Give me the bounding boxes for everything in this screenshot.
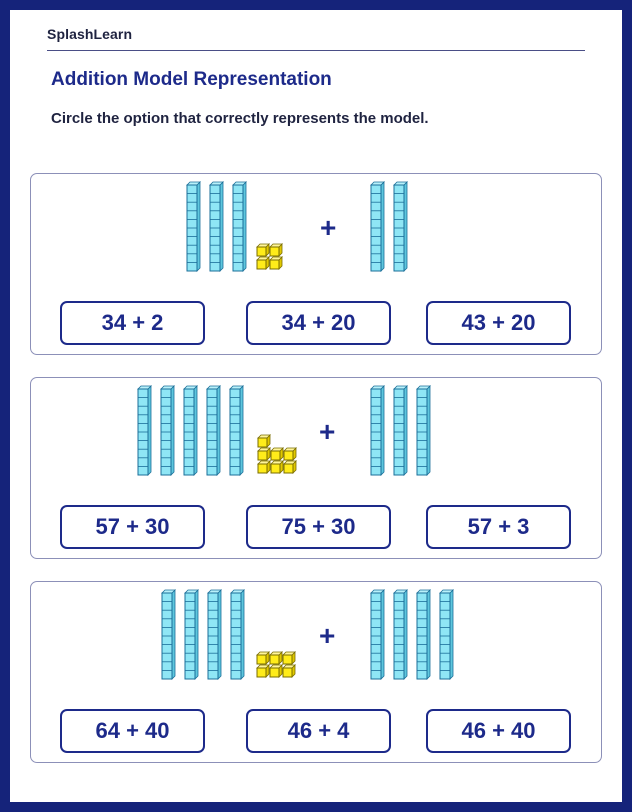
one-cube <box>271 461 283 473</box>
option-button[interactable]: 64 + 40 <box>60 709 205 753</box>
ten-rod <box>210 182 223 271</box>
worksheet-page <box>10 10 622 802</box>
ten-rod <box>233 182 246 271</box>
one-cube <box>284 448 296 460</box>
option-button[interactable]: 46 + 4 <box>246 709 391 753</box>
one-cube <box>257 665 269 677</box>
one-cube <box>258 461 270 473</box>
option-button[interactable]: 75 + 30 <box>246 505 391 549</box>
one-cube <box>270 665 282 677</box>
ten-rod <box>207 386 220 475</box>
option-button[interactable]: 57 + 3 <box>426 505 571 549</box>
ten-rod <box>185 590 198 679</box>
plus-sign: + <box>320 212 337 243</box>
option-button[interactable]: 34 + 20 <box>246 301 391 345</box>
one-cube <box>258 448 270 460</box>
brand-logo: SplashLearn <box>47 26 133 42</box>
one-cube <box>257 257 269 269</box>
one-cube <box>270 244 282 256</box>
one-cube <box>257 652 269 664</box>
base-ten-model-3 <box>31 582 601 700</box>
ten-rod <box>417 386 430 475</box>
ten-rod <box>231 590 244 679</box>
ten-rod <box>187 182 200 271</box>
one-cube <box>283 665 295 677</box>
option-button[interactable]: 57 + 30 <box>60 505 205 549</box>
option-button[interactable]: 46 + 40 <box>426 709 571 753</box>
one-cube <box>284 461 296 473</box>
ten-rod <box>230 386 243 475</box>
ten-rod <box>417 590 430 679</box>
ten-rod <box>184 386 197 475</box>
problem-1 <box>30 173 602 355</box>
base-ten-model-1 <box>31 174 601 292</box>
plus-sign: + <box>319 620 336 651</box>
option-button[interactable]: 43 + 20 <box>426 301 571 345</box>
one-cube <box>271 448 283 460</box>
ten-rod <box>371 386 384 475</box>
plus-sign: + <box>319 416 336 447</box>
header-divider <box>47 50 585 51</box>
ten-rod <box>440 590 453 679</box>
problem-3 <box>30 581 602 763</box>
ten-rod <box>161 386 174 475</box>
one-cube <box>283 652 295 664</box>
ten-rod <box>394 590 407 679</box>
ten-rod <box>371 590 384 679</box>
one-cube <box>270 652 282 664</box>
page-title: Addition Model Representation <box>51 69 332 90</box>
base-ten-model-2 <box>31 378 601 496</box>
ten-rod <box>371 182 384 271</box>
one-cube <box>258 435 270 447</box>
one-cube <box>257 244 269 256</box>
ten-rod <box>394 182 407 271</box>
ten-rod <box>394 386 407 475</box>
one-cube <box>270 257 282 269</box>
ten-rod <box>208 590 221 679</box>
problem-2 <box>30 377 602 559</box>
ten-rod <box>162 590 175 679</box>
instruction-text: Circle the option that correctly represents the model. <box>51 110 429 127</box>
ten-rod <box>138 386 151 475</box>
option-button[interactable]: 34 + 2 <box>60 301 205 345</box>
